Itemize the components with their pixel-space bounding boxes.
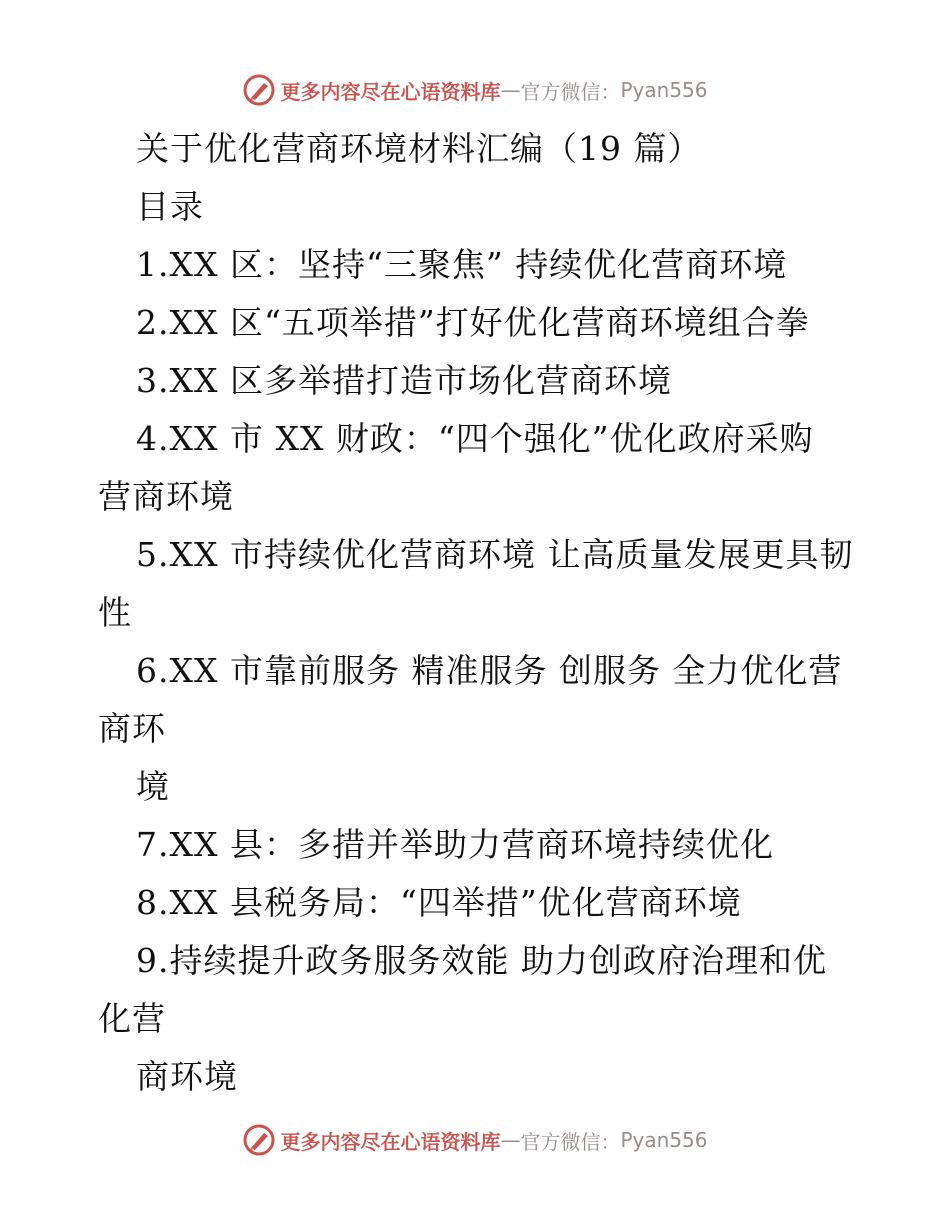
toc-item-continued: 境 bbox=[136, 767, 170, 806]
toc-item: 2.XX 区“五项举措”打好优化营商环境组合拳 bbox=[136, 303, 810, 342]
toc-item-continued: 商环 bbox=[98, 709, 166, 748]
banner-brand-text: 更多内容尽在心语资料库 bbox=[280, 79, 501, 104]
footer-banner bbox=[0, 1120, 950, 1160]
toc-item: 3.XX 区多举措打造市场化营商环境 bbox=[136, 361, 672, 400]
pen-logo-icon bbox=[242, 73, 276, 107]
banner-wechat-id: Pyan556 bbox=[620, 78, 708, 102]
toc-item: 5.XX 市持续优化营商环境 让高质量发展更具韧 bbox=[136, 535, 854, 574]
toc-item: 1.XX 区：坚持“三聚焦” 持续优化营商环境 bbox=[136, 245, 788, 284]
header-banner bbox=[0, 70, 950, 110]
banner-dash: — bbox=[500, 78, 521, 102]
toc-item: 7.XX 县：多措并举助力营商环境持续优化 bbox=[136, 825, 774, 864]
toc-item: 6.XX 市靠前服务 精准服务 创服务 全力优化营 bbox=[136, 651, 843, 690]
toc-heading: 目录 bbox=[136, 187, 204, 226]
banner-dash: — bbox=[500, 1128, 521, 1152]
banner-wechat-id: Pyan556 bbox=[620, 1128, 708, 1152]
pen-logo-icon bbox=[242, 1123, 276, 1157]
toc-item-continued: 化营 bbox=[98, 999, 166, 1038]
toc-item-continued: 商环境 bbox=[136, 1057, 238, 1096]
document-title: 关于优化营商环境材料汇编（19 篇） bbox=[136, 129, 702, 168]
banner-wechat-label: 官方微信： bbox=[520, 1129, 621, 1154]
banner-brand-text: 更多内容尽在心语资料库 bbox=[280, 1129, 501, 1154]
toc-item-continued: 性 bbox=[98, 593, 132, 632]
toc-item-continued: 营商环境 bbox=[98, 477, 234, 516]
banner-wechat-label: 官方微信： bbox=[520, 79, 621, 104]
toc-item: 4.XX 市 XX 财政：“四个强化”优化政府采购 bbox=[136, 419, 814, 458]
toc-item: 9.持续提升政务服务效能 助力创政府治理和优 bbox=[136, 941, 827, 980]
toc-item: 8.XX 县税务局：“四举措”优化营商环境 bbox=[136, 883, 742, 922]
